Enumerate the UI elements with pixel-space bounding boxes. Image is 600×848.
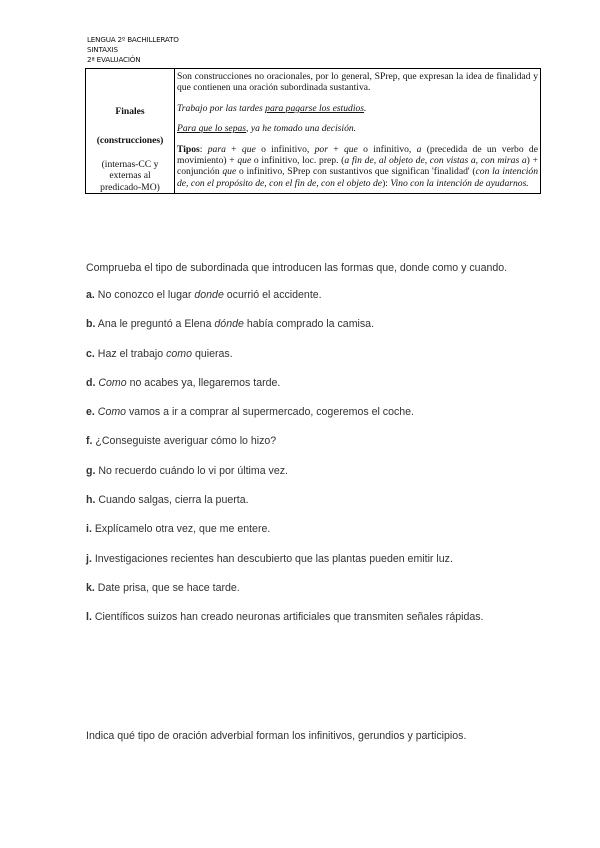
header-subject: LENGUA 2º BACHILLERATO (87, 35, 179, 44)
exercise-item-c (86, 347, 542, 362)
definition-table (85, 68, 541, 194)
tipos-seg: que (237, 155, 252, 167)
item-letter: a. (86, 289, 95, 301)
tipos-seg: a fin de, al objeto de, con vistas a, con miras a (344, 155, 527, 167)
item-letter: i. (86, 523, 92, 536)
item-text: Ana le preguntó a Elena (95, 318, 215, 331)
item-text: Explícamelo otra vez, que me entere. (91, 523, 271, 536)
item-letter: j. (86, 552, 92, 565)
item-keyword: donde (194, 289, 224, 301)
exercise-item-h (86, 493, 542, 508)
exercise-item-f (86, 434, 542, 449)
item-text: había comprado la camisa. (243, 318, 375, 331)
item-text: Cuando salgas, cierra la puerta. (95, 494, 249, 507)
item-letter: f. (86, 435, 93, 448)
category-subtitle: (construcciones) (96, 135, 164, 147)
tipos-seg: o infinitivo, (357, 143, 417, 155)
tipos-seg: o infinitivo, (255, 143, 315, 155)
tipos-seg: que (241, 143, 256, 155)
category-cell (86, 69, 175, 194)
item-letter: b. (86, 318, 96, 331)
final-instruction: Indica qué tipo de oración adverbial forman los infinitivos, gerundios y participios. (86, 729, 467, 742)
example-1-suffix: . (364, 102, 367, 114)
exercise-item-k (86, 581, 542, 596)
tipos-seg: que (343, 143, 358, 155)
example-2 (177, 123, 538, 134)
exercise-item-g (86, 464, 542, 479)
tipos-seg: que (222, 166, 237, 178)
tipos-seg: : (199, 143, 208, 155)
item-text: ¿Conseguiste averiguar cómo lo hizo? (92, 435, 277, 448)
item-text: no acabes ya, llegaremos tarde. (126, 376, 281, 389)
example-1-prefix: Trabajo por las tardes (177, 102, 266, 114)
example-2-suffix: , ya he tomado una decisión. (246, 123, 357, 135)
item-letter: e. (86, 406, 95, 419)
header-topic: SINTAXIS (87, 45, 118, 54)
item-text: vamos a ir a comprar al supermercado, cogeremos el coche. (126, 406, 414, 419)
category-note: (internas-CC y externas al predicado-MO) (100, 158, 160, 193)
definition-text: Son construcciones no oracionales, por lo general, SPrep, que expresan la idea de finalidad y que contienen una oración subordinada sustantiva. (177, 71, 538, 94)
tipos-seg: (precedida de un verbo de movimiento) + (177, 143, 538, 167)
item-letter: d. (86, 376, 96, 389)
exercise-item-a (86, 288, 542, 303)
tipos-seg: + (225, 143, 242, 155)
item-text: Científicos suizos han creado neuronas artificiales que transmiten señales rápidas. (91, 611, 484, 624)
exercise-item-b (86, 317, 542, 332)
exercise-item-d (86, 376, 542, 391)
item-keyword: Como (97, 406, 127, 419)
item-letter: k. (86, 581, 95, 594)
item-text: quieras. (192, 347, 233, 360)
exercise-item-j (86, 552, 542, 567)
tipos-seg: + (327, 143, 344, 155)
description-cell (175, 69, 541, 194)
tipos-seg: o infinitivo, SPrep con sustantivos que significan 'finalidad' ( (236, 166, 476, 178)
header-term: 2ª EVALUACIÓN (87, 55, 141, 64)
exercise-item-l (86, 610, 542, 625)
item-text: Haz el trabajo (94, 347, 167, 360)
item-text: No recuerdo cuándo lo vi por última vez. (95, 464, 288, 477)
item-text: Date prisa, que se hace tarde. (94, 581, 240, 594)
tipos-seg: o infinitivo, loc. prep. ( (251, 155, 345, 167)
tipos-seg: ): (382, 177, 391, 189)
item-keyword: como (166, 347, 192, 360)
item-letter: h. (86, 494, 96, 507)
item-letter: c. (86, 347, 95, 360)
item-keyword: Como (98, 376, 127, 389)
tipos-paragraph (177, 144, 538, 190)
exercise-item-i (86, 522, 542, 537)
category-title: Finales (115, 106, 145, 117)
exercise-instruction: Comprueba el tipo de subordinada que introducen las formas que, donde como y cuando. (86, 262, 508, 274)
tipos-seg: a (416, 143, 422, 155)
example-2-underlined: Para que lo sepas (177, 123, 247, 135)
tipos-seg: por (314, 143, 328, 155)
exercise-item-e (86, 405, 542, 420)
item-text: ocurrió el accidente. (223, 289, 322, 301)
document-header (87, 35, 179, 65)
tipos-seg: Vino con la intención de ayudarnos. (390, 177, 529, 189)
exercise-section (86, 261, 542, 640)
tipos-seg: con la intención de, con el propósito de, con el fin de, con el objeto de (177, 166, 539, 189)
item-keyword: dónde (214, 318, 244, 331)
tipos-seg: para (207, 143, 226, 155)
item-letter: l. (86, 611, 92, 624)
example-1 (177, 103, 538, 114)
tipos-seg: ) + conjunción (177, 155, 538, 178)
item-letter: g. (86, 464, 96, 477)
example-1-underlined: para pagarse los estudios (265, 102, 365, 114)
item-text: Investigaciones recientes han descubierto que las plantas pueden emitir luz. (91, 552, 453, 565)
tipos-label: Tipos (177, 143, 200, 155)
item-text: No conozco el lugar (94, 289, 195, 301)
